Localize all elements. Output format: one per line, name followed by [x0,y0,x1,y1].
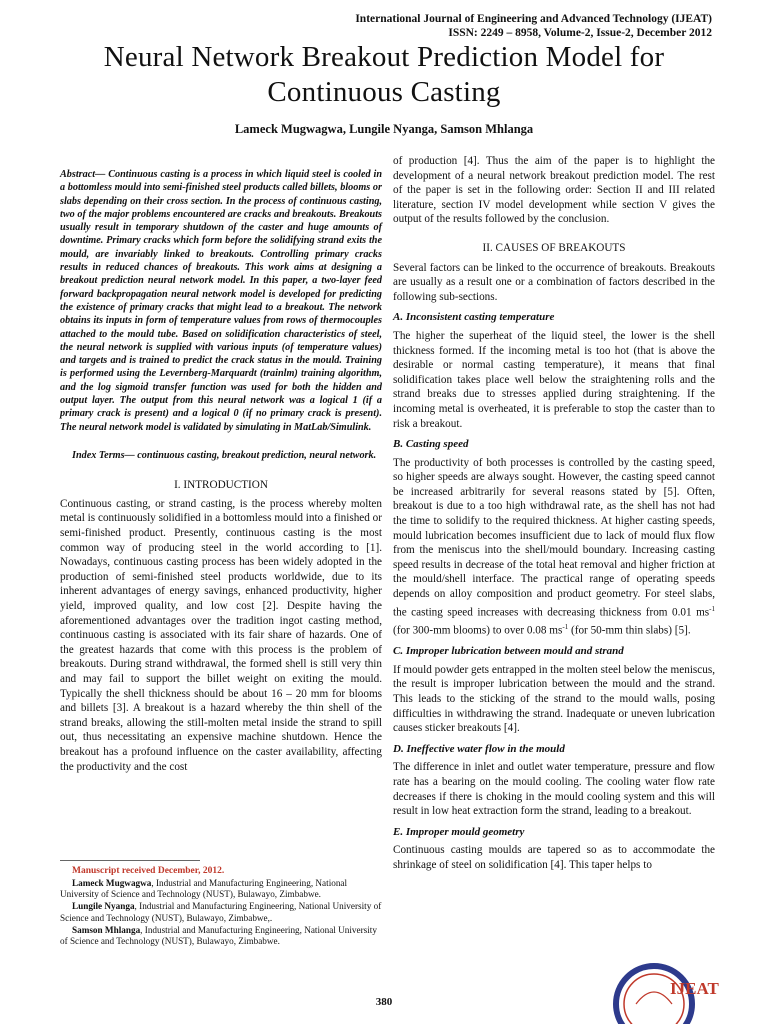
subsection-heading-c: C. Improper lubrication between mould and strand [393,645,624,658]
footnote-author-3 [60,925,382,948]
ijeat-logo-icon [612,960,732,1024]
footnote-author-2 [60,901,382,924]
footnote-author-1 [60,878,382,901]
subsection-b-text [393,456,715,639]
index-terms-text: Index Terms— continuous casting, breakout prediction, neural network. [72,449,377,461]
footnotes [60,866,382,948]
page-number: 380 [375,996,393,1008]
subsection-heading-e: E. Improper mould geometry [393,825,525,838]
subsection-b-text-2: (for 300-mm blooms) to over 0.08 ms [393,624,563,637]
title-line-1: Neural Network Breakout Prediction Model for [103,41,665,73]
journal-issn: ISSN: 2249 – 8958, Volume-2, Issue-2, December 2012 [448,27,712,39]
left-column [60,168,382,774]
causes-text: Several factors can be linked to the occurrence of breakouts. Breakouts are usually as a result one or a combination of factors described in the following sub-sections. [393,261,715,303]
subsection-heading-d: D. Ineffective water flow in the mould [393,742,565,755]
section-heading-causes: II. CAUSES OF BREAKOUTS [482,241,626,254]
footnote-author-1-text: , Industrial and Manufacturing Engineering, National University of Science and Technology (NUST), Bulawayo, Zimbabwe. [60,877,348,900]
manuscript-received: Manuscript received December, 2012. [72,866,225,876]
paper-title [40,40,728,110]
subsection-c-text: If mould powder gets entrapped in the molten steel below the meniscus, the result is improper lubrication between the mould and the strand. This leads to the sticking of the strand to the mould walls, posing difficulties in withdrawing the strand. Inadequate or uneven lubrication causes sticker breakouts [4]. [393,663,715,735]
journal-header [355,12,712,40]
index-terms [60,449,382,462]
footnote-author-2-name: Lungile Nyanga [72,901,135,912]
ijeat-logo-text: IJEAT [670,979,719,998]
unit-exponent-1: -1 [709,604,715,613]
footnote-rule [60,860,200,861]
journal-name: International Journal of Engineering and Advanced Technology (IJEAT) [355,13,712,25]
unit-exponent-2: -1 [562,622,569,631]
subsection-heading-a: A. Inconsistent casting temperature [393,311,555,324]
subsection-d-text: The difference in inlet and outlet water temperature, pressure and flow rate has a bearing on the mould cooling. The cooling water flow rate decreases if there is choking in the mould cooling system and this will result in low heat extraction form the strand, leading to a breakout. [393,761,715,818]
introduction-text: Continuous casting, or strand casting, is the process whereby molten metal is continuously solidified in a bottomless mould into a finished or semi-finished product. Presently, continuous casting is the most common way of producing steel in the world according to [1]. Nowadays, continuous casting process has been widely adopted in the production of semi-finished steel products worldwide, due to its inherent advantages of energy savings, enhanced productivity, higher yield, improved quality, and low cost [2]. Despite having the aforementioned advantages over the tradition ingot casting method, continuous casting is associated with its fair share of hazards. One of the greatest hazards that come with this process is the problem of breakouts. During strand withdrawal, the formed shell is still very thin and may fail to support the billet weight on exiting the mould. Typically the shell thickness should be about 16 – 20 mm for blooms and billets [3]. A breakout is a hazard whereby the thin shell of the strand breaks, allowing the still-molten metal inside the strand to spill out, thus necessitating an expensive machine shutdown. Hence the breakout has a profound influence on the caster availability, affecting the productivity and the cost [60,497,382,773]
introduction-continued: of production [4]. Thus the aim of the paper is to highlight the development of a neural network breakout prediction model. The rest of the paper is set in the following order: Section II and III related literature, section IV model development while section V gives the output of the results followed by the conclusion. [393,155,715,226]
subsection-e-text: Continuous casting moulds are tapered so as to accommodate the shrinkage of steel on solidification [4]. This taper helps to [393,844,715,871]
author-list: Lameck Mugwagwa, Lungile Nyanga, Samson Mhlanga [234,122,534,136]
footnote-author-3-text: , Industrial and Manufacturing Engineering, National University of Science and Technology (NUST), Bulawayo, Zimbabwe. [60,924,377,947]
right-column [393,154,715,873]
footnote-author-2-text: , Industrial and Manufacturing Engineering, National University of Science and Technology (NUST), Bulawayo, Zimbabwe,. [60,901,382,923]
abstract-text: Abstract— Continuous casting is a process in which liquid steel is cooled in a bottomless mould into semi-finished steel products called billets, blooms or slabs depending on their cross section. In the process of continuous casting, two of the major problems encountered are cracks and breakouts. Breakouts usually result in temporary shutdown of the caster and huge amounts of downtime. Primary cracks which form before the solidifying strand exits the mould, are invariably linked to breakouts. Controlling primary cracks results in reduced chances of breakouts. This work aims at designing a breakout prediction neural network model. In this paper, a two-layer feed forward backpropagation neural network model is developed for predicting the existence of primary cracks that might lead to a breakout. The network obtains its inputs in form of temperature values from rows of thermocouples attached to the mould tube. Based on solidification characteristics of steel, the neural network is supplied with various inputs (of temperature values) and targets and is trained to predict the crack status in the mould. Training is performed using the Levernberg-Marquardt (trainlm) training algorithm, and the log sigmoid transfer function was used for both the hidden and output layer. The output from this neural network was a logical 1 (if a primary crack is present) and a logical 0 (if no primary crack is present). The neural network model is validated by simulating in MatLab/Simulink. [60,169,382,433]
subsection-heading-b: B. Casting speed [393,438,469,451]
footnote-author-1-name: Lameck Mugwagwa [72,877,152,888]
title-line-2: Continuous Casting [267,76,501,108]
abstract [60,168,382,434]
subsection-b-text-1: The productivity of both processes is controlled by the casting speed, so higher speeds are always sought. However, the casting speed cannot be increased arbitrarily for several reasons stated by [5]. Often, breakout is due to a too high withdrawal rate, as the shell has not had the time to solidify to the required thickness. At higher casting speeds, mould lubrication becomes insufficient due to lack of mould flux flow from the meniscus into the shell/mould boundary. Increasing casting speed results in decrease of the total heat removal and higher friction at the mould/shell interface. The practical range of operating speeds depends on alloy composition and product geometry. For steel slabs, the casting speed increases with decreasing thickness from 0.01 ms [393,456,715,619]
subsection-b-text-3: (for 50-mm thin slabs) [5]. [568,624,691,637]
footnote-author-3-name: Samson Mhlanga [72,924,141,935]
ijeat-logo [612,960,732,1024]
subsection-a-text: The higher the superheat of the liquid steel, the lower is the shell thickness formed. If the incoming metal is too hot (that is above the desirable or normal casting temperature), it means that final solidification takes place well below the straightening rolls and the strand breaks due to stresses applied during straightening. If the incoming metal is overheated, it is preferable to stop the caster than to risk a breakout. [393,329,715,430]
section-heading-introduction: I. INTRODUCTION [174,479,268,492]
